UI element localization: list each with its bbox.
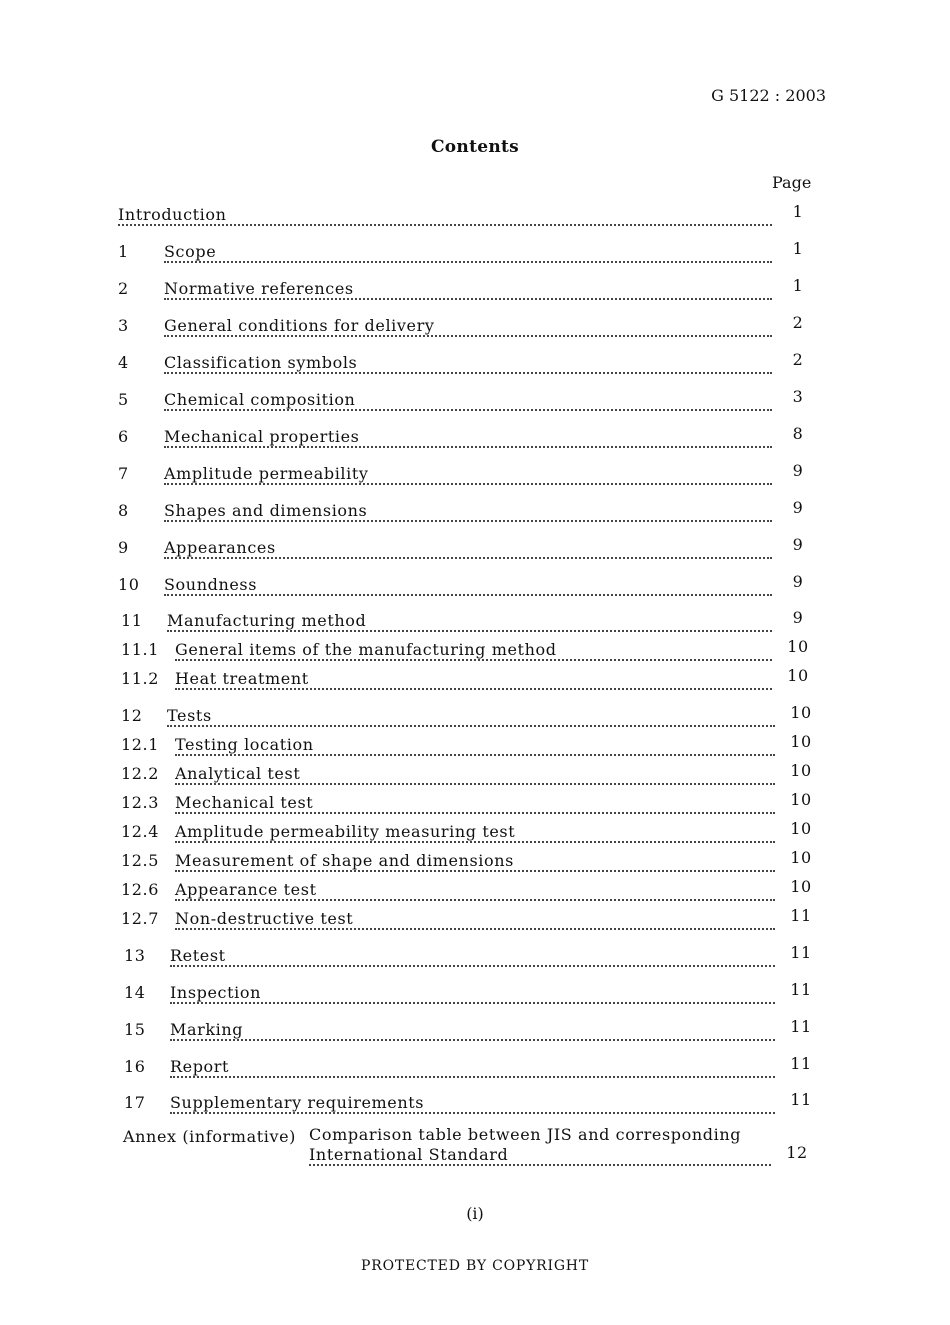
toc-entry[interactable] — [118, 276, 816, 303]
toc-entry-number: 17 — [124, 1093, 146, 1112]
toc-entry-number: 3 — [118, 316, 129, 335]
toc-entry[interactable] — [121, 819, 819, 846]
toc-entry-number: 8 — [118, 501, 129, 520]
toc-entry[interactable] — [121, 666, 816, 693]
toc-entry-page: 11 — [790, 1054, 812, 1073]
toc-entry-number: 12.2 — [121, 764, 160, 783]
toc-entry-page: 9 — [792, 498, 804, 517]
toc-entry[interactable] — [124, 943, 819, 970]
toc-entry[interactable] — [121, 877, 819, 904]
dot-leader — [170, 1020, 775, 1041]
toc-entry-label: General conditions for delivery — [164, 316, 438, 335]
toc-entry-label: Inspection — [170, 983, 265, 1002]
toc-entry-page: 10 — [790, 703, 812, 722]
toc-entry-page: 3 — [792, 387, 804, 406]
toc-entry[interactable] — [121, 790, 819, 817]
toc-entry-number: 4 — [118, 353, 129, 372]
toc-entry-page: 10 — [790, 790, 812, 809]
toc-entry[interactable] — [118, 461, 816, 488]
toc-entry-number: 1 — [118, 242, 129, 261]
toc-entry[interactable] — [118, 239, 816, 266]
toc-entry-number: 12.3 — [121, 793, 160, 812]
toc-entry[interactable] — [118, 424, 816, 451]
toc-entry-page: 2 — [792, 350, 804, 369]
toc-entry[interactable] — [118, 350, 816, 377]
toc-entry-number: 15 — [124, 1020, 146, 1039]
toc-entry[interactable] — [118, 498, 816, 525]
toc-entry[interactable] — [121, 848, 819, 875]
dot-leader — [164, 242, 772, 263]
toc-entry-number: 12.6 — [121, 880, 160, 899]
toc-entry-label: Appearance test — [175, 880, 321, 899]
toc-entry-label: Supplementary requirements — [170, 1093, 428, 1112]
toc-entry-number: 11 — [121, 611, 143, 630]
toc-entry[interactable] — [121, 703, 819, 730]
toc-entry[interactable] — [124, 1090, 819, 1117]
toc-entry-number: 12.5 — [121, 851, 160, 870]
toc-entry-page: 2 — [792, 313, 804, 332]
toc-entry-label: Classification symbols — [164, 353, 361, 372]
toc-entry-number: 7 — [118, 464, 129, 483]
toc-entry[interactable] — [121, 608, 816, 635]
toc-entry-label: Mechanical test — [175, 793, 317, 812]
page-column-header: Page — [772, 173, 812, 192]
toc-entry-number: 14 — [124, 983, 146, 1002]
toc-entry[interactable] — [118, 387, 816, 414]
toc-entry-page: 11 — [790, 980, 812, 999]
toc-entry-page: 10 — [787, 666, 809, 685]
toc-entry[interactable] — [124, 980, 819, 1007]
toc-entry-label: Scope — [164, 242, 220, 261]
toc-entry-page: 10 — [787, 637, 809, 656]
toc-entry-label: Retest — [170, 946, 230, 965]
toc-entry-number: 11.2 — [121, 669, 160, 688]
dot-leader — [167, 706, 775, 727]
toc-entry-number: 6 — [118, 427, 129, 446]
toc-entry-label: Amplitude permeability measuring test — [175, 822, 519, 841]
toc-entry-number: 9 — [118, 538, 129, 557]
toc-entry-page: 1 — [792, 202, 804, 221]
toc-entry[interactable] — [118, 313, 816, 340]
annex-title-line2: International Standard — [309, 1145, 512, 1164]
toc-entry-page: 11 — [790, 1090, 812, 1109]
toc-entry-page: 10 — [790, 732, 812, 751]
folio: (i) — [466, 1204, 484, 1223]
toc-entry-number: 12 — [121, 706, 143, 725]
dot-leader — [170, 1057, 775, 1078]
toc-entry-label: Testing location — [175, 735, 318, 754]
toc-entry-label: Amplitude permeability — [164, 464, 373, 483]
toc-entry-label: Non-destructive test — [175, 909, 357, 928]
toc-entry-label: Tests — [167, 706, 216, 725]
toc-entry-label: Marking — [170, 1020, 247, 1039]
toc-entry-page: 11 — [790, 906, 812, 925]
standard-number: G 5122 : 2003 — [711, 86, 826, 105]
toc-entry-label: Manufacturing method — [167, 611, 370, 630]
toc-entry-number: 12.7 — [121, 909, 160, 928]
toc-entry-page: 11 — [790, 943, 812, 962]
toc-entry[interactable] — [121, 732, 819, 759]
toc-entry-page: 11 — [790, 1017, 812, 1036]
toc-entry-page: 9 — [792, 461, 804, 480]
toc-entry-label: Soundness — [164, 575, 261, 594]
toc-entry[interactable] — [121, 906, 819, 933]
toc-entry[interactable] — [124, 1017, 819, 1044]
toc-entry-label: Normative references — [164, 279, 358, 298]
toc-entry-number: 10 — [118, 575, 140, 594]
copyright-footer: PROTECTED BY COPYRIGHT — [361, 1258, 589, 1274]
toc-entry-label: Report — [170, 1057, 233, 1076]
toc-entry-page: 10 — [790, 877, 812, 896]
toc-entry-label: Introduction — [118, 205, 231, 224]
annex-title-line1: Comparison table between JIS and corresponding — [309, 1125, 742, 1144]
toc-entry-label: Heat treatment — [175, 669, 313, 688]
toc-entry[interactable] — [118, 202, 816, 229]
page-title: Contents — [430, 137, 520, 157]
toc-entry-number: 12.4 — [121, 822, 160, 841]
toc-entry-label: Measurement of shape and dimensions — [175, 851, 518, 870]
toc-entry[interactable] — [121, 761, 819, 788]
toc-entry-page: 8 — [792, 424, 804, 443]
toc-entry-number: 16 — [124, 1057, 146, 1076]
toc-entry-number: 12.1 — [121, 735, 160, 754]
toc-entry[interactable] — [118, 572, 816, 599]
toc-entry-number: 13 — [124, 946, 146, 965]
toc-entry-page: 10 — [790, 819, 812, 838]
dot-leader — [170, 946, 775, 967]
toc-entry-number: 2 — [118, 279, 129, 298]
toc-entry-label: Mechanical properties — [164, 427, 364, 446]
toc-entry[interactable] — [118, 535, 816, 562]
annex-page-number: 12 — [786, 1143, 808, 1162]
toc-entry-number: 5 — [118, 390, 129, 409]
toc-entry-page: 1 — [792, 239, 804, 258]
toc-entry-page: 10 — [790, 761, 812, 780]
toc-entry-label: Chemical composition — [164, 390, 359, 409]
toc-entry-number: 11.1 — [121, 640, 160, 659]
toc-entry-page: 10 — [790, 848, 812, 867]
toc-entry-page: 1 — [792, 276, 804, 295]
toc-entry-label: Shapes and dimensions — [164, 501, 371, 520]
toc-entry-page: 9 — [792, 535, 804, 554]
toc-entry-page: 9 — [792, 608, 804, 627]
toc-entry-label: Analytical test — [175, 764, 304, 783]
toc-entry-page: 9 — [792, 572, 804, 591]
toc-entry-label: Appearances — [164, 538, 280, 557]
toc-entry[interactable] — [121, 637, 816, 664]
annex-lead: Annex (informative) — [123, 1127, 297, 1146]
toc-entry[interactable] — [124, 1054, 819, 1081]
toc-entry-label: General items of the manufacturing method — [175, 640, 561, 659]
